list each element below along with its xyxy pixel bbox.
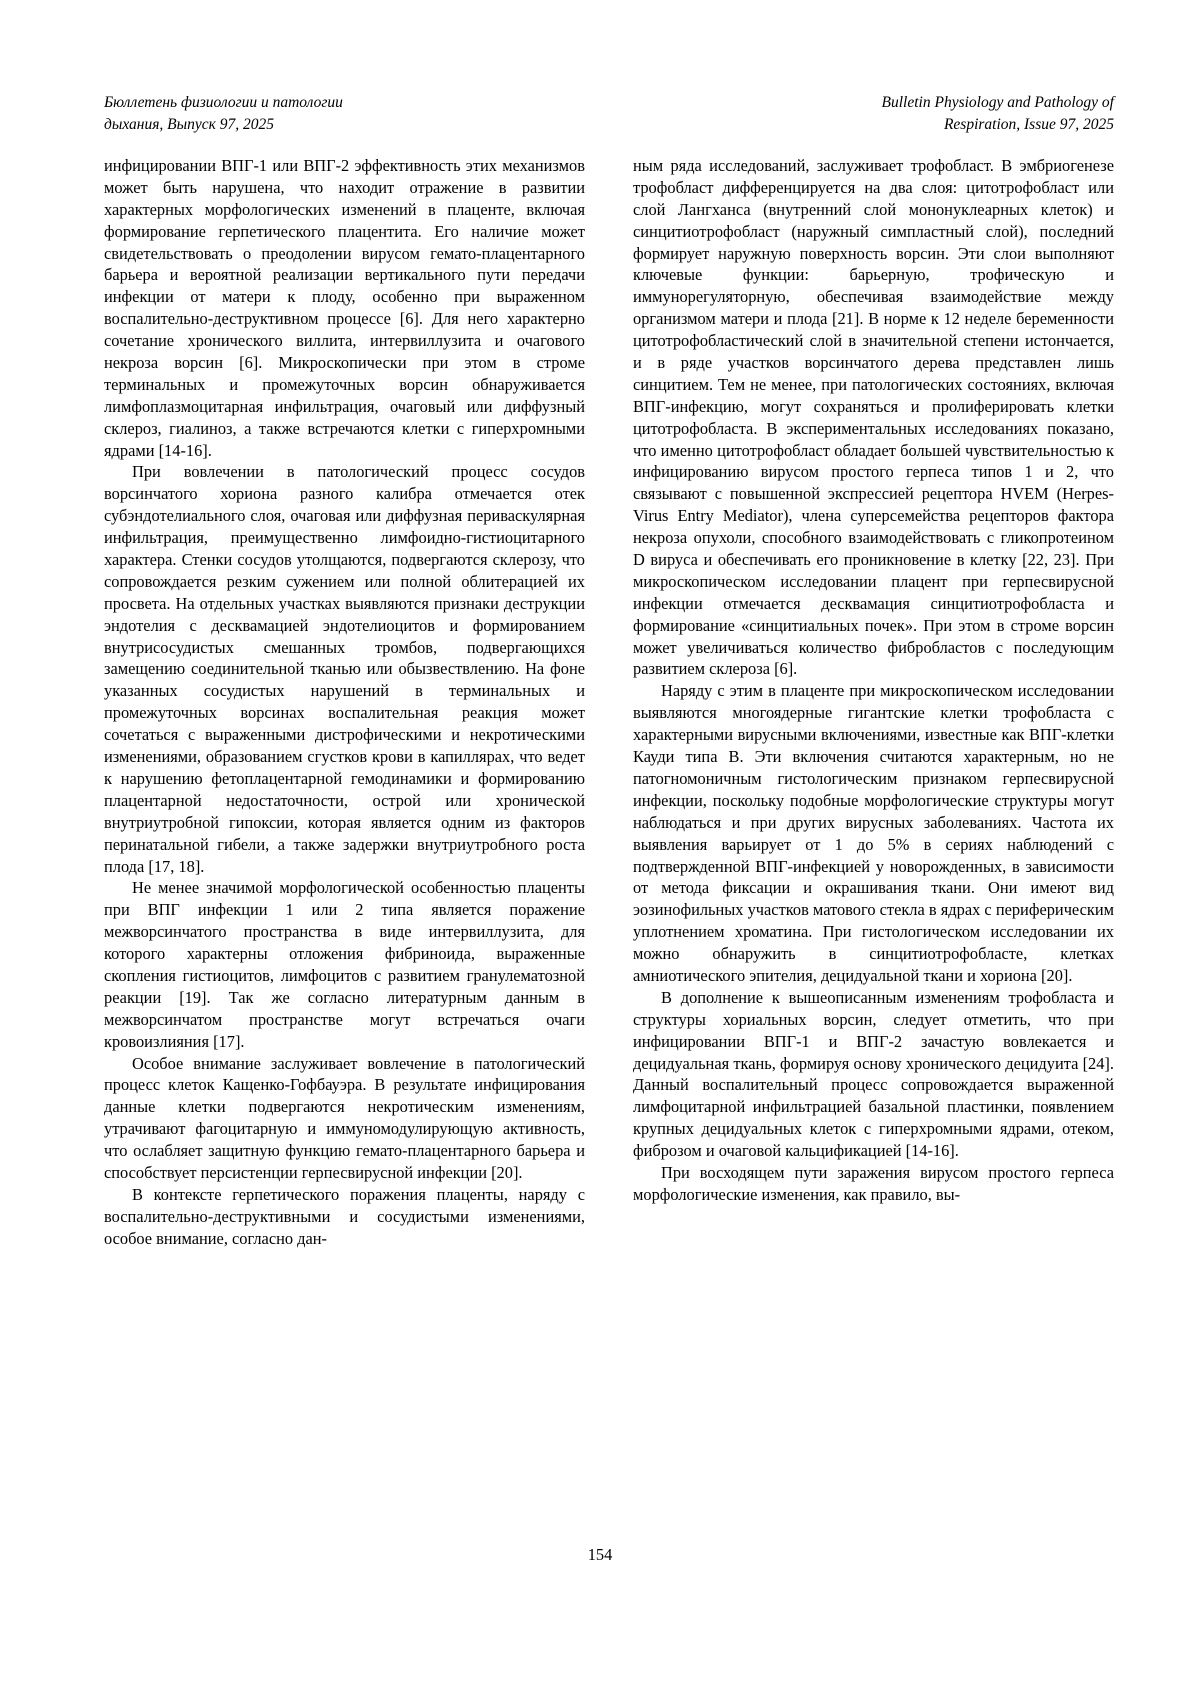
paragraph: В дополнение к вышеописанным изменениям трофобласта и структуры хориальных ворсин, следует отметить, что при инфицировании ВПГ-1 и ВПГ-2 зачастую вовлекается и децидуальная ткань, формируя основу хронического децидуита [24]. Данный воспалительный процесс сопровождается выраженной лимфоцитарной инфильтрацией базальной пластинки, появлением крупных децидуальных клеток с гиперхромными ядрами, отеком, фиброзом и очаговой кальцификацией [14-16]. [633,987,1114,1161]
paragraph: Наряду с этим в плаценте при микроскопическом исследовании выявляются многоядерные гигантские клетки трофобласта с характерными вирусными включениями, известные как ВПГ-клетки Кауди типа B. Эти включения считаются характерным, но не патогномоничным гистологическим признаком герпесвирусной инфекции, поскольку подобные морфологические структуры могут наблюдаться и при других вирусных заболеваниях. Частота их выявления варьирует от 1 до 5% в сериях наблюдений с подтвержденной ВПГ-инфекцией у новорожденных, в зависимости от метода фиксации и окрашивания ткани. Они имеют вид эозинофильных участков матового стекла в ядрах с периферическим уплотнением хроматина. При гистологическом исследовании их можно обнаружить в синцитиотрофобласте, клетках амниотического эпителия, децидуальной ткани и хориона [20]. [633,681,1114,985]
paragraph: инфицировании ВПГ-1 или ВПГ-2 эффективность этих механизмов может быть нарушена, что находит отражение в развитии характерных морфологических изменений в плаценте, включая формирование герпетического плацентита. Его наличие может свидетельствовать о преодолении вирусом гемато-плацентарного барьера и вероятной реализации вертикального пути передачи инфекции от матери к плоду, особенно при выраженном воспалительно-деструктивном процессе [6]. Для него характерно сочетание хронического виллита, интервиллузита и очагового некроза ворсин [6]. Микроскопически при этом в строме терминальных и промежуточных ворсин обнаруживается лимфоплазмоцитарная инфильтрация, очаговый или диффузный склероз, гиалиноз, а также встречаются клетки с гиперхромными ядрами [14-16]. [104,156,585,460]
paragraph: Не менее значимой морфологической особенностью плаценты при ВПГ инфекции 1 или 2 типа является поражение межворсинчатого пространства в виде интервиллузита, для которого характерны отложения фибриноида, выраженные скопления гистиоцитов, лимфоцитов с развитием гранулематозной реакции [19]. Так же согласно литературным данным в межворсинчатом пространстве могут встречаться очаги кровоизлияния [17]. [104,878,585,1051]
right-column [633,155,1114,1250]
header-left-line1: Бюллетень физиологии и патологии [104,94,343,111]
page-header [104,92,1114,137]
paragraph: В контексте герпетического поражения плаценты, наряду с воспалительно-деструктивными и сосудистыми изменениями, особое внимание, согласно дан- [104,1184,585,1248]
header-right-line2: Respiration, Issue 97, 2025 [943,116,1114,134]
header-left [104,92,343,137]
header-right [882,92,1114,137]
header-right-line1: Bulletin Physiology and Pathology of [881,94,1114,111]
left-column [104,155,585,1250]
paragraph: Особое внимание заслуживает вовлечение в патологический процесс клеток Кащенко-Гофбауэра. В результате инфицирования данные клетки подвергаются некротическим изменениям, утрачивают фагоцитарную и иммуномодулирующую активность, что ослабляет защитную функцию гемато-плацентарного барьера и способствует персистенции герпесвирусной инфекции [20]. [104,1053,585,1182]
header-left-line2: дыхания, Выпуск 97, 2025 [104,116,275,134]
page-number: 154 [587,1545,613,1564]
paragraph: При восходящем пути заражения вирусом простого герпеса морфологические изменения, как правило, вы- [633,1162,1114,1204]
body-columns [104,155,1114,1250]
paragraph: ным ряда исследований, заслуживает трофобласт. В эмбриогенезе трофобласт дифференцируется на два слоя: цитотрофобласт или слой Лангханса (внутренний слой мононуклеарных клеток) и синцитиотрофобласт (наружный симпластный слой), последний формирует наружную поверхность ворсин. Эти слои выполняют ключевые функции: барьерную, трофическую и иммунорегуляторную, обеспечивая взаимодействие между организмом матери и плода [21]. В норме к 12 неделе беременности цитотрофобластический слой в значительной степени истончается, и в ряде участков ворсинчатого дерева представлен лишь синцитием. Тем не менее, при патологических состояниях, включая ВПГ-инфекцию, могут сохраняться и пролиферировать клетки цитотрофобласта. В экспериментальных исследованиях показано, что именно цитотрофобласт обладает большей чувствительностью к инфицированию вирусом простого герпеса типов 1 и 2, что связывают с повышенной экспрессией рецептора HVEM (Herpes-Virus Entry Mediator), члена суперсемейства рецепторов фактора некроза опухоли, способного взаимодействовать с гликопротеином D вируса и обеспечивать его проникновение в клетку [22, 23]. При микроскопическом исследовании плацент при герпесвирусной инфекции отмечается десквамация синцитиотрофобласта и формирование «синцитиальных почек». При этом в строме ворсин может увеличиваться количество фибробластов с последующим развитием склероза [6]. [633,156,1114,679]
paragraph: При вовлечении в патологический процесс сосудов ворсинчатого хориона разного калибра отмечается отек субэндотелиального слоя, очаговая или диффузная периваскулярная инфильтрация, преимущественно лимфоидно-гистиоцитарного характера. Стенки сосудов утолщаются, подвергаются склерозу, что сопровождается резким сужением или полной облитерацией их просвета. На отдельных участках выявляются признаки деструкции эндотелия с десквамацией эндотелиоцитов и формированием внутрисосудистых смешанных тромбов, подвергающихся замещению соединительной тканью или обызвествлению. На фоне указанных сосудистых нарушений в терминальных и промежуточных ворсинах воспалительная реакция может сочетаться с выраженными дистрофическими и некротическими изменениями, образованием сгустков крови в капиллярах, что ведет к нарушению фетоплацентарной гемодинамики и формированию плацентарной недостаточности, острой или хронической внутриутробной гипоксии, которая является одним из факторов перинатальной гибели, а также задержки внутриутробного роста плода [17, 18]. [104,462,585,876]
